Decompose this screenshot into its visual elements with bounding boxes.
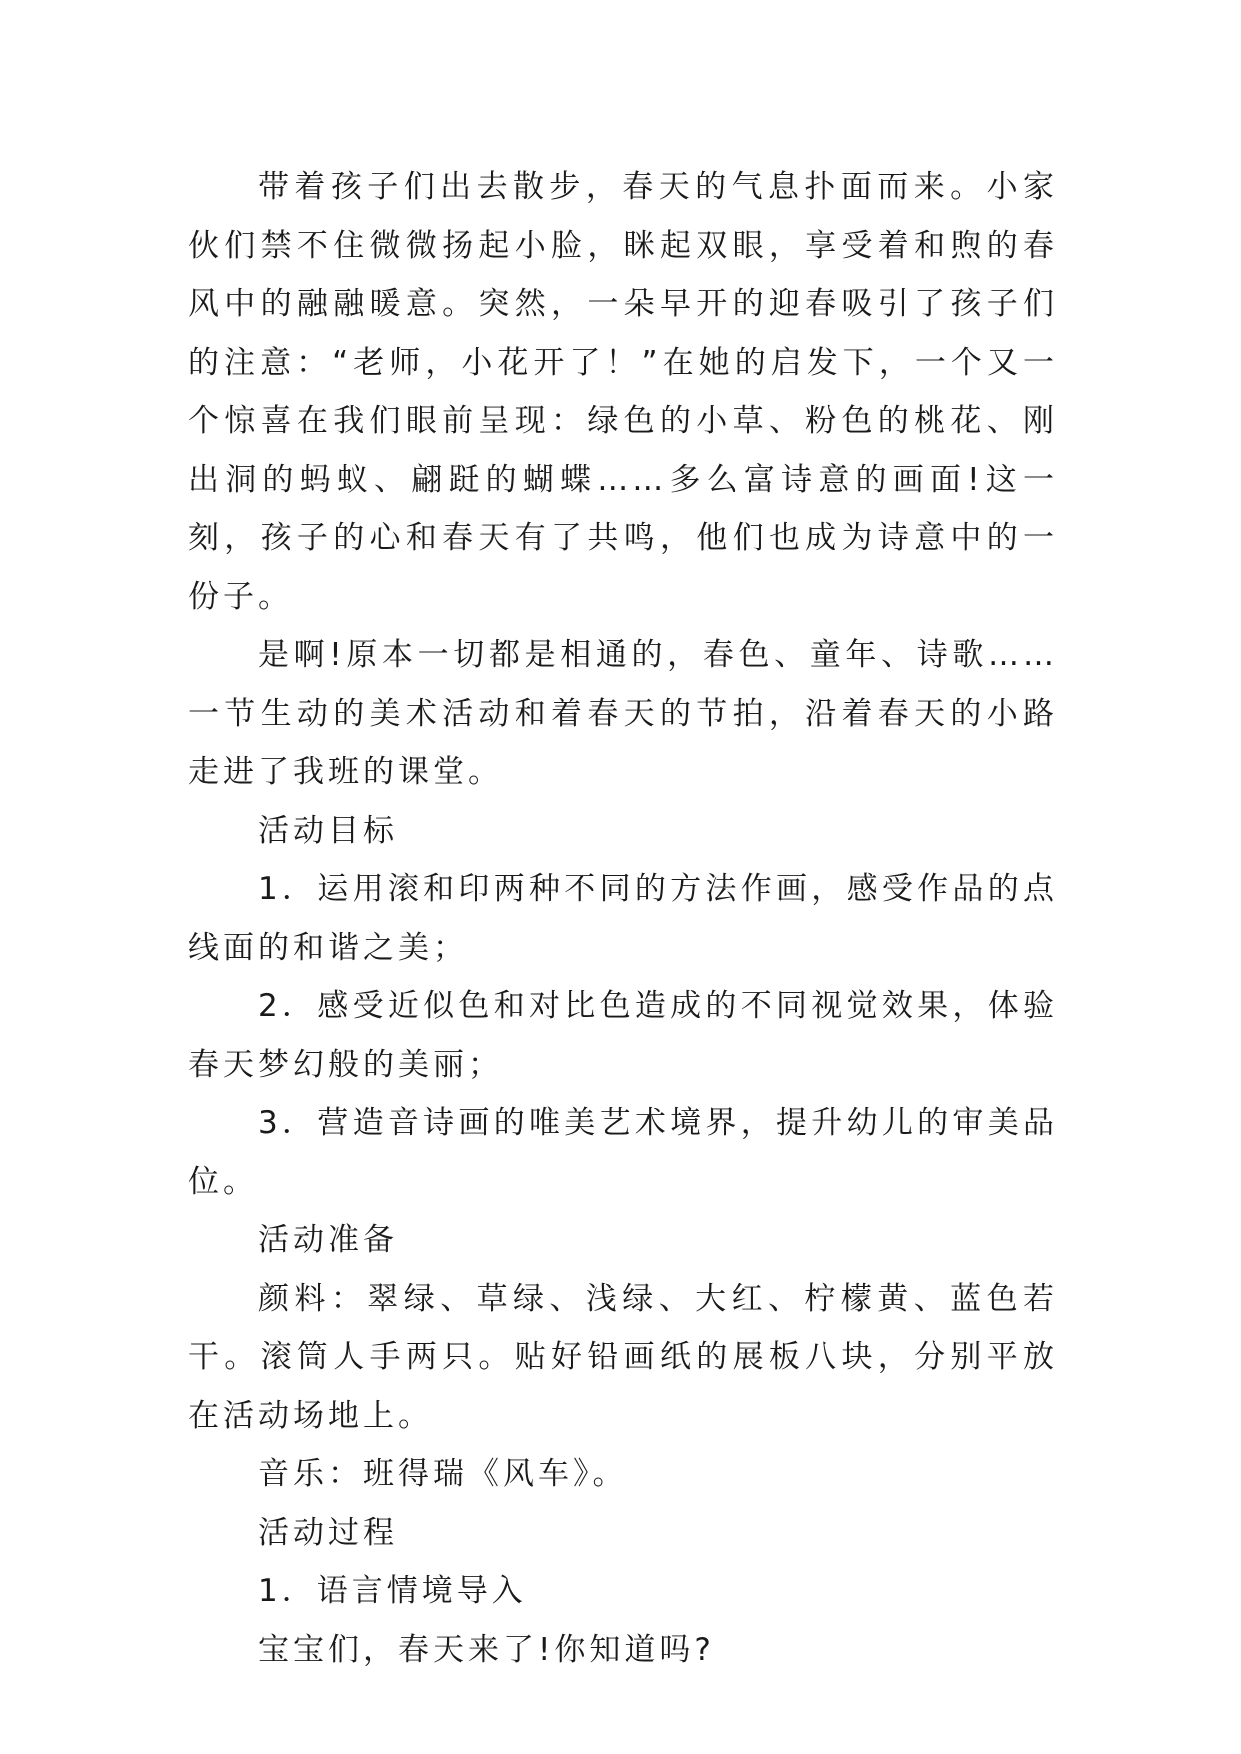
preparation-music: 音乐：班得瑞《风车》。 [258, 1456, 628, 1492]
section-heading-preparation: 活动准备 [258, 1222, 398, 1258]
section-heading-goals: 活动目标 [258, 812, 398, 849]
paragraph-intro-walk: 带着孩子们出去散步，春天的气息扑面而来。小家伙们禁不住微微扬起小脸，眯起双眼，享受着和煦的春风中的融融暖意。突然，一朵早开的迎春吸引了孩子们的注意：“老师，小花开了！”在她的启发下，一个又一个惊喜在我们眼前呈现：绿色的小草、粉色的桃花、刚出洞的蚂蚁、翩跹的蝴蝶……多么富诗意的画面!这一刻，孩子的心和春天有了共鸣，他们也成为诗意中的一份子。 [188, 169, 1058, 615]
section-heading-process: 活动过程 [258, 1514, 398, 1551]
goal-item-2: 2．感受近似色和对比色造成的不同视觉效果，体验春天梦幻般的美丽； [188, 988, 1058, 1083]
document-body [188, 158, 1058, 1679]
process-step-1-text: 宝宝们，春天来了!你知道吗? [258, 1631, 715, 1668]
paragraph-intro-classroom: 是啊!原本一切都是相通的，春色、童年、诗歌……一节生动的美术活动和着春天的节拍，沿着春天的小路走进了我班的课堂。 [188, 637, 1058, 790]
goal-item-3: 3．营造音诗画的唯美艺术境界，提升幼儿的审美品位。 [188, 1105, 1058, 1200]
preparation-materials: 颜料：翠绿、草绿、浅绿、大红、柠檬黄、蓝色若干。滚筒人手两只。贴好铅画纸的展板八块，分别平放在活动场地上。 [188, 1280, 1058, 1434]
process-step-1: 1．语言情境导入 [258, 1573, 527, 1609]
goal-item-1: 1．运用滚和印两种不同的方法作画，感受作品的点线面的和谐之美； [188, 871, 1058, 966]
